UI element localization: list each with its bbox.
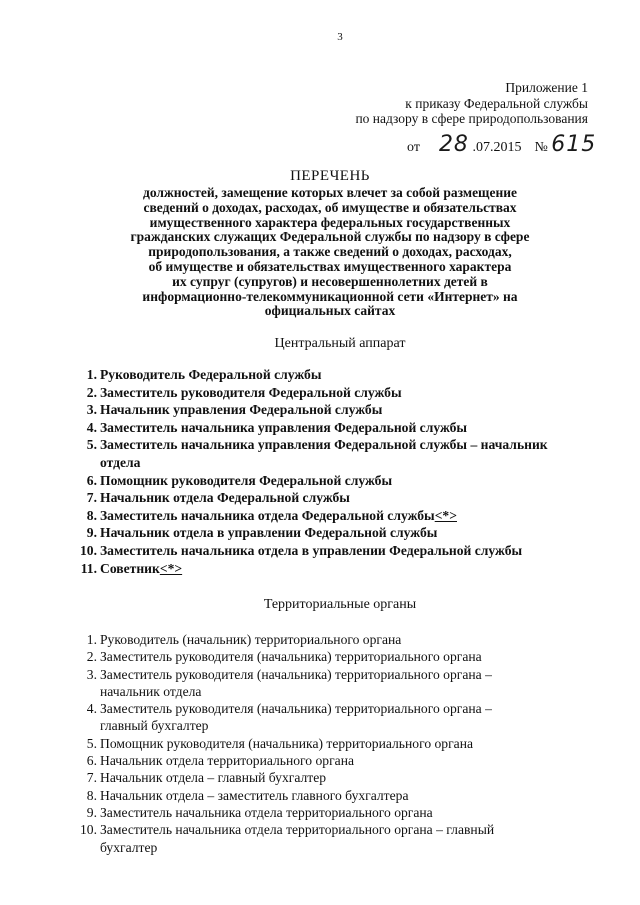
list-item-number: 8. bbox=[86, 507, 97, 523]
list-item-number: 3. bbox=[86, 402, 97, 418]
list-item-number: 5. bbox=[86, 735, 97, 751]
central-list-item bbox=[76, 560, 556, 578]
list-item-text: Помощник руководителя Федеральной службы bbox=[100, 472, 393, 488]
list-item-number: 10. bbox=[80, 822, 97, 838]
list-item-text: Начальник отдела в управлении Федеральной службы bbox=[100, 525, 438, 541]
central-list-item bbox=[76, 384, 556, 402]
list-item-text: Начальник отдела – главный бухгалтер bbox=[100, 770, 327, 786]
appendix-order-ref: к приказу Федеральной службы bbox=[405, 95, 588, 111]
order-date-rest: .07.2015 bbox=[472, 140, 522, 155]
list-item-text: главный бухгалтер bbox=[100, 718, 209, 734]
list-item-text: Помощник руководителя (начальника) территориального органа bbox=[100, 735, 474, 751]
list-item-text: Заместитель руководителя (начальника) территориального органа – bbox=[100, 701, 492, 717]
section-heading-territorial: Территориальные органы bbox=[263, 597, 417, 612]
list-item-text: Заместитель руководителя (начальника) территориального органа – bbox=[100, 666, 492, 682]
subtitle-line: информационно-телекоммуникационной сети «Интернет» на bbox=[142, 288, 518, 304]
document-title-block bbox=[110, 168, 550, 319]
list-item-text: Заместитель начальника отдела Федеральной службы<*> bbox=[100, 507, 457, 523]
central-list-item bbox=[76, 507, 556, 525]
list-item-number: 6. bbox=[86, 472, 97, 488]
list-item-number: 8. bbox=[86, 787, 97, 803]
order-date-number bbox=[407, 132, 596, 157]
territorial-list-item bbox=[76, 700, 556, 735]
appendix-header bbox=[355, 80, 588, 127]
list-item-text: Начальник управления Федеральной службы bbox=[100, 402, 383, 418]
list-item-text: Начальник отдела – заместитель главного бухгалтера bbox=[100, 787, 409, 803]
central-list-item bbox=[76, 366, 556, 384]
page-number: 3 bbox=[337, 31, 343, 43]
list-item-number: 7. bbox=[86, 490, 97, 506]
territorial-list-item bbox=[76, 769, 556, 786]
list-item-text: Заместитель начальника отдела территориального органа – главный bbox=[100, 822, 495, 838]
central-list-item bbox=[76, 524, 556, 542]
list-item-number: 5. bbox=[86, 437, 97, 453]
subtitle-line: об имуществе и обязательствах имущественного характера bbox=[148, 258, 512, 274]
central-list-item bbox=[76, 542, 556, 560]
territorial-list-item bbox=[76, 787, 556, 804]
list-item-text: Начальник отдела территориального органа bbox=[100, 753, 354, 769]
order-number-handwritten: 615 bbox=[551, 132, 597, 157]
list-item-number: 10. bbox=[80, 542, 97, 558]
subtitle-line: сведений о доходах, расходах, об имуществе и обязательствах bbox=[143, 199, 517, 215]
territorial-list-item bbox=[76, 735, 556, 752]
list-item-text: бухгалтер bbox=[100, 839, 158, 855]
territorial-list-item bbox=[76, 804, 556, 821]
list-item-number: 7. bbox=[86, 770, 97, 786]
footnote-reference[interactable]: <*> bbox=[434, 507, 457, 523]
subtitle-line: имущественного характера федеральных государственных bbox=[149, 214, 511, 230]
list-item-number: 2. bbox=[86, 384, 97, 400]
list-item-text: Заместитель руководителя Федеральной службы bbox=[100, 384, 402, 400]
document-subtitle bbox=[110, 186, 550, 319]
list-item-number: 9. bbox=[86, 804, 97, 820]
list-item-number: 11. bbox=[80, 560, 97, 576]
territorial-list-item bbox=[76, 821, 556, 856]
list-item-text: Заместитель начальника управления Федеральной службы – начальник bbox=[100, 437, 548, 453]
list-item-text: начальник отдела bbox=[100, 683, 202, 699]
list-item-text: Начальник отдела Федеральной службы bbox=[100, 490, 350, 506]
territorial-list-item bbox=[76, 648, 556, 665]
subtitle-line: должностей, замещение которых влечет за собой размещение bbox=[143, 185, 517, 200]
order-day-handwritten: 28 bbox=[438, 132, 469, 157]
central-list-item bbox=[76, 489, 556, 507]
list-item-number: 1. bbox=[86, 632, 97, 647]
appendix-agency: по надзору в сфере природопользования bbox=[355, 111, 588, 126]
list-item-text: Руководитель (начальник) территориального органа bbox=[100, 632, 402, 647]
list-item-number: 3. bbox=[86, 666, 97, 682]
list-item-number: 4. bbox=[86, 419, 97, 435]
appendix-title: Приложение 1 bbox=[505, 80, 588, 95]
subtitle-line: официальных сайтах bbox=[264, 303, 396, 319]
list-item-text: Руководитель Федеральной службы bbox=[100, 367, 322, 382]
subtitle-line: гражданских служащих Федеральной службы по надзору в сфере bbox=[130, 229, 530, 245]
list-item-number: 6. bbox=[86, 753, 97, 769]
order-date-prefix: от bbox=[407, 140, 420, 155]
document-title: ПЕРЕЧЕНЬ bbox=[290, 168, 370, 184]
list-item-text: Заместитель руководителя (начальника) территориального органа bbox=[100, 649, 482, 665]
subtitle-line: их супруг (супругов) и несовершеннолетних детей в bbox=[172, 273, 488, 289]
list-item-number: 9. bbox=[86, 525, 97, 541]
territorial-list-item bbox=[76, 752, 556, 769]
list-item-text: отдела bbox=[100, 454, 141, 470]
list-item-number: 2. bbox=[86, 649, 97, 665]
central-list-item bbox=[76, 419, 556, 437]
section-heading-central: Центральный аппарат bbox=[274, 336, 406, 351]
footnote-reference[interactable]: <*> bbox=[159, 560, 183, 576]
list-item-text: Заместитель начальника управления Федеральной службы bbox=[100, 419, 468, 435]
subtitle-line: природопользования, а также сведений о доходах, расходах, bbox=[148, 244, 512, 260]
central-list-item bbox=[76, 472, 556, 490]
territorial-list-item bbox=[76, 631, 556, 648]
list-item-number: 1. bbox=[86, 367, 97, 382]
list-item-number: 4. bbox=[86, 701, 97, 717]
order-number-sign: № bbox=[534, 140, 548, 155]
territorial-list-item bbox=[76, 666, 556, 701]
list-item-text: Заместитель начальника отдела территориального органа bbox=[100, 804, 433, 820]
territorial-positions-list bbox=[76, 631, 556, 856]
central-positions-list bbox=[76, 366, 556, 577]
list-item-text: Советник<*> bbox=[100, 560, 183, 576]
list-item-text: Заместитель начальника отдела в управлении Федеральной службы bbox=[100, 542, 523, 558]
central-list-item bbox=[76, 401, 556, 419]
central-list-item bbox=[76, 436, 556, 471]
